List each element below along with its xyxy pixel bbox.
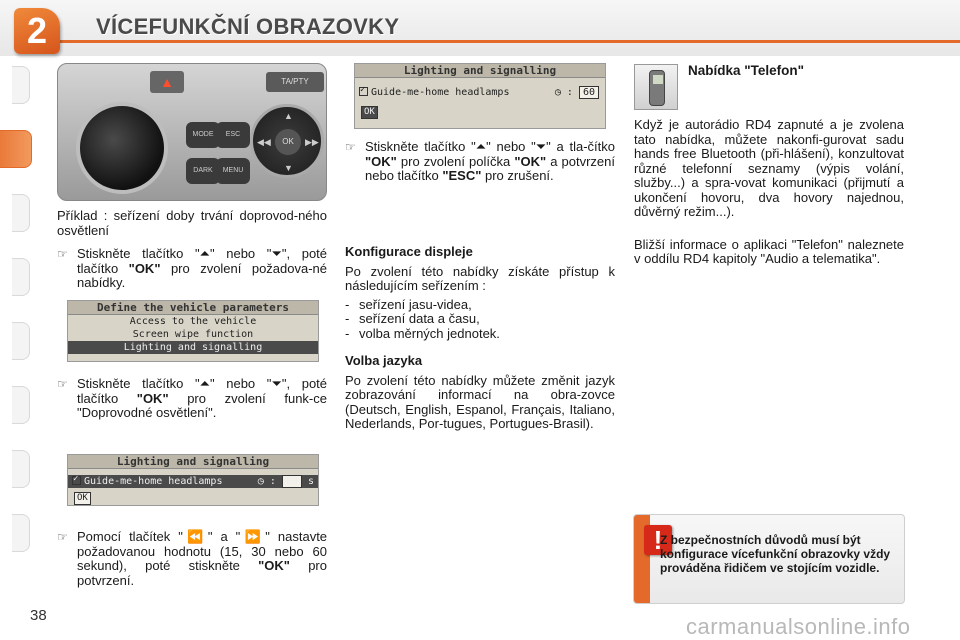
chapter-tab[interactable]: [12, 514, 30, 552]
control-panel-photo: [57, 63, 327, 201]
mode-button: MODE: [186, 122, 220, 148]
ta-pty-button: TA/PTY: [266, 72, 324, 92]
chapter-tab-rail: [0, 66, 34, 576]
phone-image: [634, 64, 678, 110]
photo-caption: Příklad : seřízení doby trvání doprovod-ného osvětlení: [57, 208, 327, 238]
duration-value: 60: [579, 86, 599, 99]
warning-text: Z bezpečnostních důvodů musí být konfigurace vícefunkční obrazovky vždy prováděna řidičem ve stojícím vozidle.: [660, 533, 891, 575]
section-text: Po zvolení této nabídky můžete změnit jazyk zobrazování informací na obra-zovce (Deutsch, English, Espanol, Français, Italiano, Nederlands, Por-tugues, Portugues-Brasil).: [345, 372, 615, 431]
chapter-tab[interactable]: [12, 386, 30, 424]
column-left: [57, 209, 327, 238]
step-3: ☞ Pomocí tlačítek "⏪" a "⏩" nastavte požadovanou hodnotu (15, 30 nebo 60 sekund), poté stiskněte "OK" pro potvrzení.: [57, 529, 328, 588]
screen-title: Lighting and signalling: [355, 64, 605, 78]
chapter-badge: 2: [14, 8, 60, 54]
checkbox-icon: [359, 87, 368, 96]
up-arrow-icon: ⏶: [199, 376, 210, 391]
pointing-finger-icon: ☞: [345, 140, 356, 154]
screen-lighting-settings: [67, 454, 319, 506]
screen-lighting-ok: [354, 63, 606, 129]
watermark: carmanualsonline.info: [686, 614, 911, 639]
navigation-dpad: [250, 104, 324, 178]
volume-knob: [76, 102, 168, 194]
pointing-finger-icon: ☞: [57, 247, 68, 261]
esc-button: ESC: [216, 122, 250, 148]
chapter-tab[interactable]: [12, 66, 30, 104]
dark-button: DARK: [186, 158, 220, 184]
screen-ok-box-selected: OK: [361, 106, 378, 119]
pointing-finger-icon: ☞: [57, 530, 68, 544]
menu-row-selected: Lighting and signalling: [68, 341, 318, 354]
step-1: ☞ Stiskněte tlačítko "⏶" nebo "⏷", poté tlačítko "OK" pro zvolení požadova-né nabídky.: [57, 246, 328, 290]
telephone-heading-block: [688, 64, 908, 79]
safety-warning-box: [633, 514, 905, 604]
rewind-icon: ⏪: [182, 529, 208, 544]
section-heading: Volba jazyka: [345, 353, 423, 368]
up-arrow-icon: ⏶: [199, 246, 210, 261]
down-arrow-icon: ▼: [284, 163, 293, 173]
section-text: Bližší informace o aplikaci "Telefon" naleznete v oddílu RD4 kapitoly "Audio a telematika".: [634, 236, 904, 266]
hazard-warning-icon: ▲: [150, 71, 184, 93]
rewind-icon: ◀◀: [257, 137, 271, 147]
section-heading: Konfigurace displeje: [345, 244, 473, 259]
chapter-tab[interactable]: [12, 322, 30, 360]
chapter-tab[interactable]: [12, 258, 30, 296]
pointing-finger-icon: ☞: [57, 377, 68, 391]
guide-me-home-row: ✓Guide-me-home headlamps ◷ : 60: [355, 86, 605, 99]
duration-value: 60: [282, 475, 302, 488]
header-rule: [60, 40, 960, 43]
menu-row: Screen wipe function: [132, 329, 254, 340]
menu-row: Access to the vehicle: [129, 316, 257, 327]
step-2: ☞ Stiskněte tlačítko "⏶" nebo "⏷", poté tlačítko "OK" pro zvolení funk-ce "Doprovodné osvětlení".: [57, 376, 328, 420]
chapter-tab[interactable]: [12, 194, 30, 232]
list-item: - seřízení data a času,: [345, 312, 615, 327]
down-arrow-icon: ⏷: [271, 246, 282, 261]
chapter-tab[interactable]: [12, 450, 30, 488]
guide-me-home-row: ✓Guide-me-home headlamps ◷ : 60 s: [68, 475, 318, 488]
section-text: Když je autorádio RD4 zapnuté a je zvolena tato nabídka, můžete nakonfi-gurovat sadu hands free Bluetooth (při-hlášení), konzultovat různé telefonní seznamy (výpis volání, služby...) a spra-vovat komunikaci (přijmutí a ukončení hovoru, dva hovory najednou, důvěrný režim...).: [634, 117, 904, 219]
page-number: 38: [30, 607, 47, 624]
step-confirm: ☞ Stiskněte tlačítko "⏶" nebo "⏷" a tla-čítko "OK" pro zvolení políčka "OK" a potvrzení nebo tlačítko "ESC" pro zrušení.: [345, 139, 615, 183]
screen-ok-box: OK: [74, 492, 91, 505]
up-arrow-icon: ▲: [284, 111, 293, 121]
settings-list: [345, 298, 615, 342]
mobile-phone-icon: [649, 70, 665, 106]
down-arrow-icon: ⏷: [535, 139, 547, 154]
chapter-title: VÍCEFUNKČNÍ OBRAZOVKY: [96, 14, 400, 39]
screen-vehicle-parameters: [67, 300, 319, 362]
up-arrow-icon: ⏶: [475, 139, 487, 154]
checkbox-icon: [72, 476, 81, 485]
list-item: - seřízení jasu-videa,: [345, 298, 615, 313]
forward-icon: ▶▶: [305, 137, 319, 147]
telephone-section: [634, 118, 904, 267]
screen-title: Lighting and signalling: [68, 455, 318, 469]
ok-button: OK: [275, 129, 301, 155]
language-section: [345, 354, 615, 432]
exclamation-icon: !: [644, 525, 672, 555]
chapter-tab-active[interactable]: [0, 130, 32, 168]
display-config-section: [345, 245, 615, 341]
forward-icon: ⏩: [240, 529, 266, 544]
section-text: Po zvolení této nabídky získáte přístup k následujícím seřízením :: [345, 263, 615, 293]
down-arrow-icon: ⏷: [271, 376, 282, 391]
screen-title: Define the vehicle parameters: [68, 301, 318, 315]
section-heading: Nabídka "Telefon": [688, 63, 805, 78]
menu-button: MENU: [216, 158, 250, 184]
list-item: - volba měrných jednotek.: [345, 327, 615, 342]
